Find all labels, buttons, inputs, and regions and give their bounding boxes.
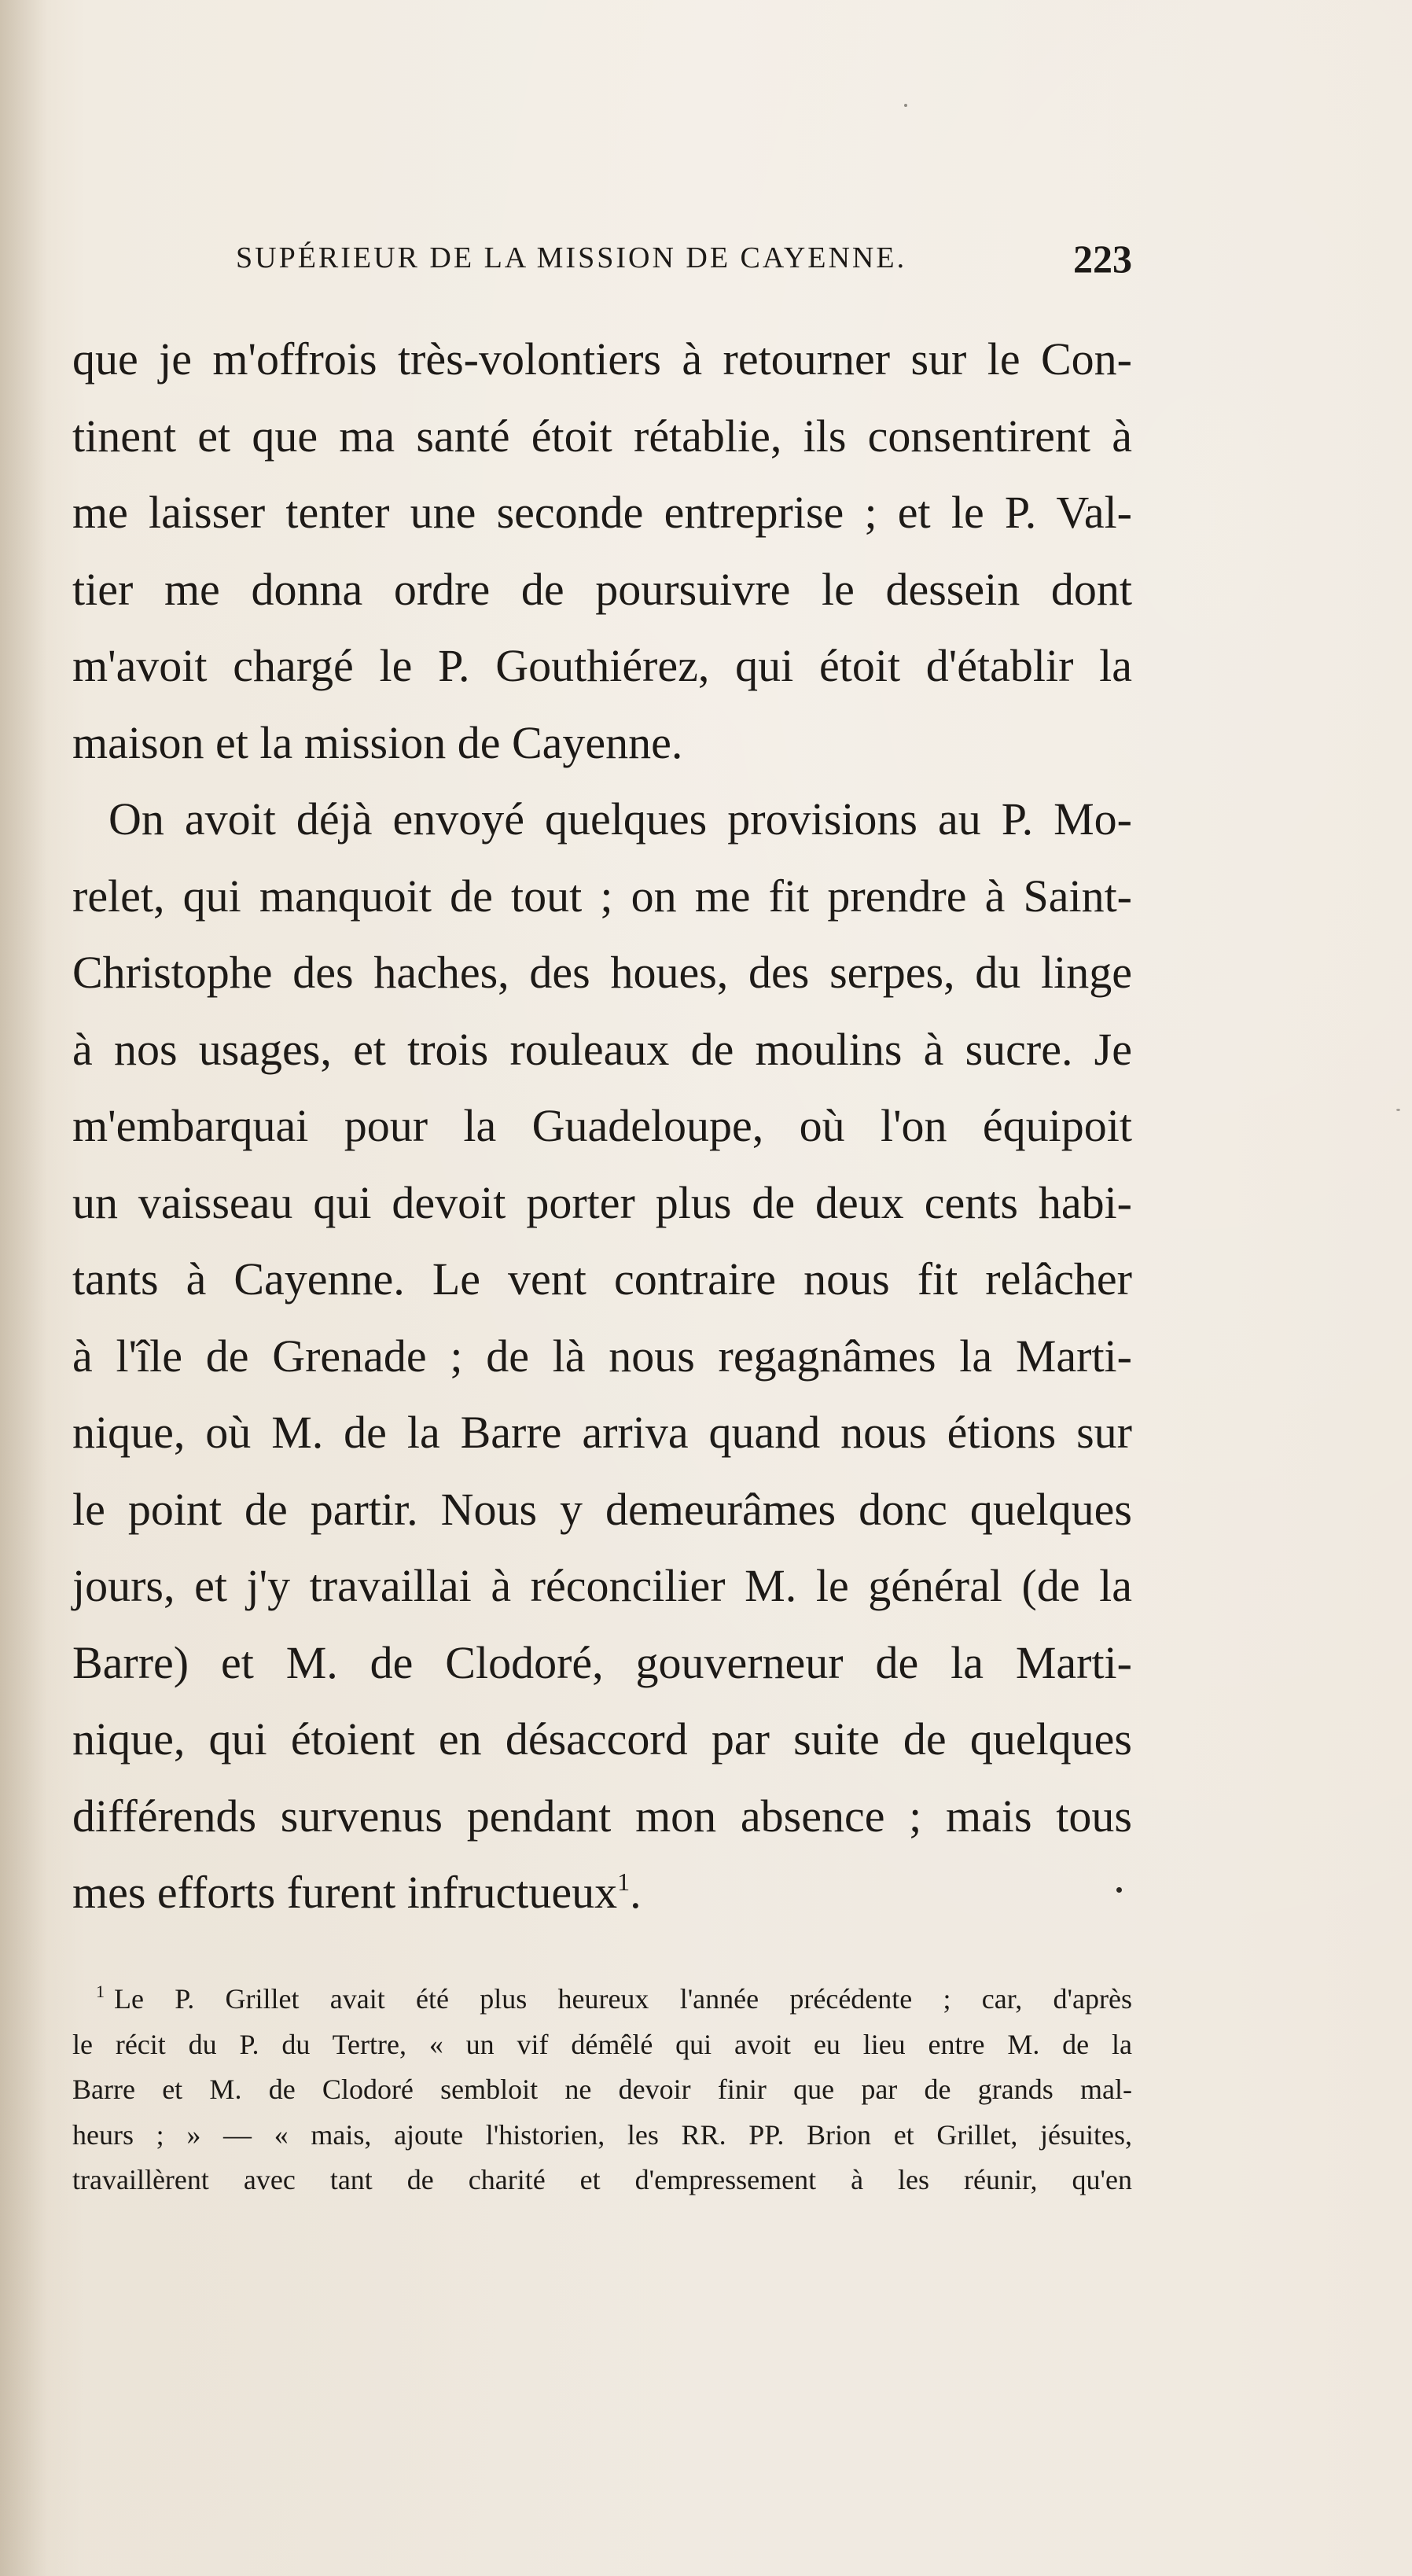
body-line: On avoit déjà envoyé quelques provisions au P. Mo- [108,793,1132,845]
body-line-text: mes efforts furent infructueux [72,1867,618,1918]
gutter-shadow [0,0,47,2576]
paper-speck [1396,1109,1400,1111]
body-line: maison et la mission de Cayenne. [72,716,683,768]
body-line: me laisser tenter une seconde entreprise ; et le P. Val- [72,487,1132,538]
body-line: que je m'offrois très-volontiers à retourner sur le Con- [72,333,1132,385]
footnote-line: Barre et M. de Clodoré sembloit ne devoir finir que par de grands mal- [72,2074,1132,2105]
body-line: m'avoit chargé le P. Gouthiérez, qui étoit d'établir la [72,640,1132,691]
footnote-line: le récit du P. du Tertre, « un vif démêlé qui avoit eu lieu entre M. de la [72,2028,1132,2060]
footnote-line [72,1977,1132,2022]
body-line: à l'île de Grenade ; de là nous regagnâmes la Marti- [72,1330,1132,1382]
body-line: relet, qui manquoit de tout ; on me fit prendre à Saint- [72,870,1132,922]
paper-speck [904,104,907,107]
body-line: le point de partir. Nous y demeurâmes donc quelques [72,1483,1132,1535]
paper-speck [1116,1887,1122,1893]
body-line: tants à Cayenne. Le vent contraire nous fit relâcher [72,1253,1132,1305]
body-line: à nos usages, et trois rouleaux de moulins à sucre. Je [72,1023,1132,1075]
body-line-last [72,1854,1132,1931]
running-head: SUPÉRIEUR DE LA MISSION DE CAYENNE. [236,241,907,274]
body-line: tinent et que ma santé étoit rétablie, ils consentirent à [72,410,1132,462]
body-line: Barre) et M. de Clodoré, gouverneur de la Marti- [72,1636,1132,1688]
body-line: nique, où M. de la Barre arriva quand nous étions sur [72,1407,1132,1458]
body-line: jours, et j'y travaillai à réconcilier M. le général (de la [72,1560,1132,1611]
footnote-line: travaillèrent avec tant de charité et d'empressement à les réunir, qu'en [72,2164,1132,2195]
body-line: nique, qui étoient en désaccord par suite de quelques [72,1713,1132,1765]
body-line: m'embarquai pour la Guadeloupe, où l'on équipoit [72,1100,1132,1151]
footnote-reference: 1 [617,1868,631,1896]
footnote-line-text: Le P. Grillet avait été plus heureux l'année précédente ; car, d'après [114,1983,1132,2015]
body-line: Christophe des haches, des houes, des serpes, du linge [72,947,1132,998]
page-header [236,236,1132,299]
body-line: tier me donna ordre de poursuivre le dessein dont [72,563,1132,615]
body-line-period: . [630,1867,642,1918]
body-line: différends survenus pendant mon absence ; mais tous [72,1790,1132,1842]
footnote-block [72,1977,1132,2203]
body-line: un vaisseau qui devoit porter plus de deux cents habi- [72,1176,1132,1228]
footnote-line: heurs ; » — « mais, ajoute l'historien, les RR. PP. Brion et Grillet, jésuites, [72,2118,1132,2151]
page-number: 223 [1073,237,1132,281]
footnote-marker: 1 [96,1982,105,2001]
body-text [72,321,1132,1931]
